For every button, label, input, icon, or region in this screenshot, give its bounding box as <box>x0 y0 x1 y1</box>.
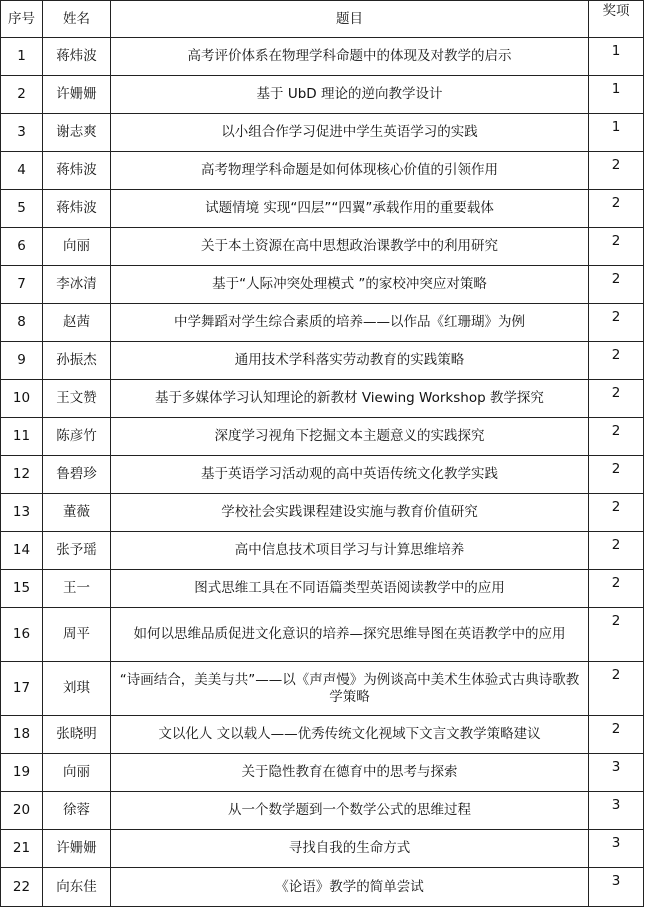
award-level: 2 <box>589 266 644 304</box>
header-award: 奖项 <box>589 1 644 38</box>
paper-title: 学校社会实践课程建设实施与教育价值研究 <box>111 494 589 532</box>
author-name: 蒋炜波 <box>43 190 111 228</box>
row-number: 16 <box>1 608 43 662</box>
table-row <box>1 494 644 532</box>
table-row <box>1 190 644 228</box>
table-row <box>1 570 644 608</box>
paper-title: 从一个数学题到一个数学公式的思维过程 <box>111 792 589 830</box>
paper-title: 关于隐性教育在德育中的思考与探索 <box>111 754 589 792</box>
row-number: 10 <box>1 380 43 418</box>
author-name: 刘琪 <box>43 662 111 716</box>
award-level: 3 <box>589 830 644 868</box>
author-name: 王一 <box>43 570 111 608</box>
paper-title: 基于英语学习活动观的高中英语传统文化教学实践 <box>111 456 589 494</box>
row-number: 7 <box>1 266 43 304</box>
row-number: 15 <box>1 570 43 608</box>
row-number: 2 <box>1 76 43 114</box>
author-name: 蒋炜波 <box>43 38 111 76</box>
row-number: 4 <box>1 152 43 190</box>
table-row <box>1 304 644 342</box>
paper-title: 寻找自我的生命方式 <box>111 830 589 868</box>
row-number: 3 <box>1 114 43 152</box>
award-level: 2 <box>589 662 644 716</box>
award-level: 1 <box>589 38 644 76</box>
row-number: 1 <box>1 38 43 76</box>
award-level: 2 <box>589 608 644 662</box>
award-level: 2 <box>589 380 644 418</box>
paper-title: 试题情境 实现“四层”“四翼”承载作用的重要载体 <box>111 190 589 228</box>
row-number: 13 <box>1 494 43 532</box>
header-title: 题目 <box>111 1 589 38</box>
row-number: 5 <box>1 190 43 228</box>
award-level: 2 <box>589 532 644 570</box>
author-name: 董薇 <box>43 494 111 532</box>
table-row <box>1 380 644 418</box>
author-name: 向丽 <box>43 754 111 792</box>
row-number: 12 <box>1 456 43 494</box>
award-level: 2 <box>589 152 644 190</box>
row-number: 8 <box>1 304 43 342</box>
paper-title: 如何以思维品质促进文化意识的培养—探究思维导图在英语教学中的应用 <box>111 608 589 662</box>
paper-title: 中学舞蹈对学生综合素质的培养——以作品《红珊瑚》为例 <box>111 304 589 342</box>
author-name: 李冰清 <box>43 266 111 304</box>
row-number: 20 <box>1 792 43 830</box>
award-level: 2 <box>589 342 644 380</box>
paper-title: 高中信息技术项目学习与计算思维培养 <box>111 532 589 570</box>
award-level: 2 <box>589 456 644 494</box>
paper-title: 图式思维工具在不同语篇类型英语阅读教学中的应用 <box>111 570 589 608</box>
author-name: 鲁碧珍 <box>43 456 111 494</box>
row-number: 6 <box>1 228 43 266</box>
row-number: 11 <box>1 418 43 456</box>
row-number: 19 <box>1 754 43 792</box>
table-row <box>1 38 644 76</box>
author-name: 许姗姗 <box>43 830 111 868</box>
award-level: 1 <box>589 76 644 114</box>
table-row <box>1 792 644 830</box>
award-level: 2 <box>589 716 644 754</box>
paper-title: 高考评价体系在物理学科命题中的体现及对教学的启示 <box>111 38 589 76</box>
author-name: 王文赞 <box>43 380 111 418</box>
header-no: 序号 <box>1 1 43 38</box>
table-row <box>1 342 644 380</box>
author-name: 向东佳 <box>43 868 111 907</box>
header-name: 姓名 <box>43 1 111 38</box>
paper-title: 《论语》教学的简单尝试 <box>111 868 589 907</box>
header-row <box>1 1 644 38</box>
table-row <box>1 830 644 868</box>
table-row <box>1 868 644 907</box>
table-row <box>1 76 644 114</box>
award-level: 1 <box>589 114 644 152</box>
author-name: 徐蓉 <box>43 792 111 830</box>
award-level: 3 <box>589 754 644 792</box>
paper-title: 基于“人际冲突处理模式 ”的家校冲突应对策略 <box>111 266 589 304</box>
table-row <box>1 532 644 570</box>
row-number: 17 <box>1 662 43 716</box>
table-row <box>1 456 644 494</box>
author-name: 孙振杰 <box>43 342 111 380</box>
author-name: 谢志爽 <box>43 114 111 152</box>
table-row <box>1 114 644 152</box>
author-name: 赵茜 <box>43 304 111 342</box>
row-number: 14 <box>1 532 43 570</box>
award-level: 2 <box>589 418 644 456</box>
table-row <box>1 418 644 456</box>
table-row <box>1 662 644 716</box>
table-row <box>1 754 644 792</box>
table-row <box>1 228 644 266</box>
row-number: 9 <box>1 342 43 380</box>
award-level: 2 <box>589 304 644 342</box>
row-number: 21 <box>1 830 43 868</box>
author-name: 许姗姗 <box>43 76 111 114</box>
table-row <box>1 716 644 754</box>
author-name: 周平 <box>43 608 111 662</box>
row-number: 22 <box>1 868 43 907</box>
paper-title: 关于本土资源在高中思想政治课教学中的利用研究 <box>111 228 589 266</box>
author-name: 向丽 <box>43 228 111 266</box>
row-number: 18 <box>1 716 43 754</box>
paper-title: “诗画结合，美美与共”——以《声声慢》为例谈高中美术生体验式古典诗歌教学策略 <box>111 662 589 716</box>
author-name: 陈彦竹 <box>43 418 111 456</box>
paper-title: 基于 UbD 理论的逆向教学设计 <box>111 76 589 114</box>
paper-title: 通用技术学科落实劳动教育的实践策略 <box>111 342 589 380</box>
paper-title: 基于多媒体学习认知理论的新教材 Viewing Workshop 教学探究 <box>111 380 589 418</box>
table-row <box>1 608 644 662</box>
paper-title: 文以化人 文以载人——优秀传统文化视域下文言文教学策略建议 <box>111 716 589 754</box>
paper-title: 深度学习视角下挖掘文本主题意义的实践探究 <box>111 418 589 456</box>
table-row <box>1 266 644 304</box>
paper-title: 高考物理学科命题是如何体现核心价值的引领作用 <box>111 152 589 190</box>
award-level: 2 <box>589 570 644 608</box>
author-name: 张予瑶 <box>43 532 111 570</box>
author-name: 蒋炜波 <box>43 152 111 190</box>
author-name: 张晓明 <box>43 716 111 754</box>
award-level: 3 <box>589 868 644 907</box>
award-level: 2 <box>589 494 644 532</box>
award-level: 2 <box>589 228 644 266</box>
paper-title: 以小组合作学习促进中学生英语学习的实践 <box>111 114 589 152</box>
table-row <box>1 152 644 190</box>
award-level: 2 <box>589 190 644 228</box>
award-level: 3 <box>589 792 644 830</box>
